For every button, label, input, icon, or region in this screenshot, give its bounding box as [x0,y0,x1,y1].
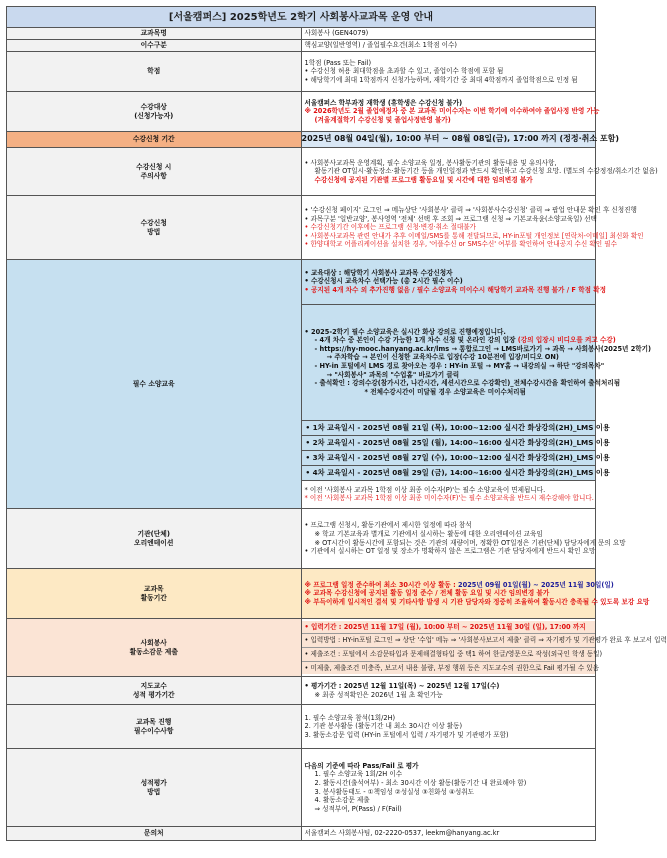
activity-warning: ※ 교과목 수강신청에 공지된 활동 일정 준수 / 전체 활동 요일 및 시간 임의변경 불가 [304,589,550,598]
required-item: 1. 필수 소양교육 참석(1회/2H) [304,713,396,722]
agency-ot-line: ※ 학교 기본교육과 별개로 기관에서 실시하는 활동에 대한 오리엔테이션 교육임 [314,529,543,538]
orientation-retake-note: * 이전 '사회봉사 교과목 1학점 이상 최종 미이수자(F)'는 필수 소양교육을 반드시 재수강해야 합니다. [304,494,594,503]
caution-line: • 사회봉사교과목 운영계획, 필수 소양교육 일정, 봉사활동기관의 활동내용 및 유의사항, [304,158,557,167]
method-line: • '수강신청 페이지' 로그인 ⇒ 메뉴상단 '사회봉사' 클릭 ⇒ '사회봉사수강신청' 클릭 ⇒ 팝업 안내문 확인 후 신청진행 [304,206,637,215]
contact-value: 서울캠퍼스 사회봉사팀, 02-2220-0537, leekm@hanyang.ac.kr [301,827,596,841]
credit-line: • 해당학기에 최대 1학점까지 신청가능하며, 재학기간 중 최대 4학점까지 졸업학점으로 인정 됨 [304,75,578,84]
credit-line: • 수강신청 허용 최대학점을 초과할 수 있고, 졸업이수 학점에 포함 됨 [304,67,504,76]
activity-period: 2025년 09월 01일(월) ~ 2025년 11월 30일(일) [458,580,614,589]
advisor-eval-period: • 평가기간 : 2025년 12월 11일(목) ~ 2025년 12월 17일(수) [304,681,500,690]
orientation-step: - 4개 차수 중 본인이 수강 가능한 1개 차수 신청 및 온라인 강의 입장 [314,336,516,345]
method-line: • 과목구분 '일반교양', 봉사영역 '전체' 선택 후 조회 ⇒ 프로그램 신청 ⇒ 기본교육윤(소양교육일) 선택 [304,214,597,223]
orientation-step: → 주차학습 → 본인이 신청한 교육차수로 입장(수강 10분전에 입장/비디오 ON) [326,353,559,362]
grading-item: 1. 필수 소양교육 1회/2H 이수 [314,770,403,779]
notice-table [6,6,667,841]
report-period: • 입력기간 : 2025년 11월 17일 (월), 10:00 부터 ~ 2025년 11월 30일 (일), 17:00 까지 [302,621,596,635]
grading-result: ⇒ 성적부여, P(Pass) / F(Fail) [314,804,402,813]
agency-ot-line: • 기관에서 실시하는 OT 일정 및 장소가 명확하지 않은 프로그램은 기관 담당자에게 반드시 확인 요망 [304,547,596,556]
agency-ot-line: ※ OT시간이 활동시간에 포함되는 것은 기관의 재량이며, 정확한 OT일정은 기관(단체) 담당자에게 문의 요망 [314,538,626,547]
grading-item: 2. 활동시간(출석여부) - 최소 30시간 이상 활동(활동기간 내 완료해야 함) [314,778,527,787]
eligible-warning: (겨울계절학기 수강신청 및 졸업사정반영 불가) [314,115,451,124]
orientation-step: - https://hy-mooc.hanyang.ac.kr/lms → 통합로그인 → LMS바로가기 → 과목 → 사회봉사(2025년 2학기) [314,344,652,353]
session-1: • 1차 교육일시 - 2025년 08월 21일 (목), 10:00~12:00 실시간 화상강의(2H)_LMS 이용 [302,420,596,435]
period-label: 수강신청 기간 [7,132,302,148]
required-item: 3. 활동소감문 입력 (HY-in 포털에서 입력 / 자기평가 및 기관평가 포함) [304,730,509,739]
method-warning: • 한양대학교 어플리케이션을 설치한 경우, '어플수신 or SMS수신' 여부를 확인하여 안내공지 수신 확인 필수 [304,240,617,249]
agency-ot-line: • 프로그램 신청시, 활동기관에서 제시한 일정에 따라 참석 [304,521,472,530]
eligible-label: 수강대상 (신청가능자) [7,92,302,132]
orientation-video-note: (강의 입장시 비디오를 켜고 수강) [517,336,616,345]
orientation-label: 필수 소양교육 [7,260,302,509]
grading-intro: 다음의 기준에 따라 Pass/Fail 로 평가 [304,761,419,770]
advisor-eval-label: 지도교수 성적 평가기간 [7,677,302,705]
report-fail-note: • 미제출, 제출조건 미충족, 보고서 내용 불량, 부정 행위 등은 지도교수의 권한으로 Fail 평가될 수 있음 [302,662,596,675]
course-name-label: 교과목명 [7,28,302,40]
page-title: [서울캠퍼스] 2025학년도 2학기 사회봉사교과목 운영 안내 [7,7,596,28]
orientation-step: * 전체수강시간이 미달될 경우 소양교육은 미이수처리됨 [364,387,526,396]
orientation-warning: • 공지된 4개 차수 외 추가진행 없음 / 필수 소양교육 미이수시 해당학기 교과목 진행 불가 / F 학점 확정 [304,286,606,295]
category-value: 핵심교양(일반영역) / 졸업필수요건(최소 1학점 이수) [301,40,596,52]
caution-line: 활동기관 OT일시·활동장소·활동기간 등을 개인일정과 반드시 확인하고 수강신청 요망. (별도의 수강정정/취소기간 없음) [314,167,658,176]
activity-warning: ※ 부득이하게 일시적인 결석 및 기타사항 발생 시 기관 담당자와 정중히 조율하여 활동시간 충족될 수 있도록 보강 요망 [304,597,650,606]
caution-warning: 수강신청에 공지된 기관별 프로그램 활동요일 및 시간에 대한 임의변경 불가 [314,175,533,184]
eligible-warning: ※ 2026학년도 2월 졸업예정자 중 본 교과목 미이수자는 이번 학기에 이수하여야 졸업사정 반영 가능 [304,107,600,116]
advisor-eval-note: ※ 최종 성적확인은 2026년 1월 초 확인가능 [314,690,443,699]
agency-ot-label: 기관(단체) 오리엔테이션 [7,509,302,569]
eligible-line: 서울캠퍼스 학부과정 재학생 (휴학생은 수강신청 불가) [304,98,463,107]
orientation-exempt-note: * 이전 '사회봉사 교과목 1학점 이상 최종 이수자(P)'는 필수 소양교육이 면제됩니다. [304,485,546,494]
caution-label: 수강신청 시 주의사항 [7,148,302,196]
activity-line: ※ 프로그램 일정 준수하여 최소 30시간 이상 활동 : [304,580,456,589]
session-3: • 3차 교육일시 - 2025년 08월 27일 (수), 10:00~12:00 실시간 화상강의(2H)_LMS 이용 [302,450,596,465]
contact-label: 문의처 [7,827,302,841]
course-name-value: 사회봉사 (GEN4079) [301,28,596,40]
orientation-target: • 교육대상 : 해당학기 사회봉사 교과목 수강신청자 [304,268,453,277]
orientation-step: - 출석확인 : 강의수강(참가시간, 나간시간, 세션시간으로 수강확인)_전체수강시간을 확인하여 출석처리됨 [314,379,621,388]
report-label: 사회봉사 활동소감문 제출 [7,619,302,677]
orientation-step: - HY-in 포털에서 LMS 경로 찾아오는 경우 : HY-in 포털 → MY홈 → 내강의실 → 하단 "강의목차" [314,362,605,370]
method-warning: • 사회봉사교과목 관련 안내가 추후 이메일/SMS를 통해 전달되므로, HY-in포털 개인정보 [연락처-이메일] 최신화 확인 [304,231,644,240]
orientation-select: • 수강신청시 교육차수 선택가능 (총 2시간 필수 이수) [304,277,463,286]
credit-label: 학점 [7,52,302,92]
grading-item: 3. 봉사활동태도 - ①책임성 ②성실성 ③친화성 ④성취도 [314,787,475,796]
method-warning: • 수강신청기간 이후에는 프로그램 신청·변경·취소 절대불가 [304,223,476,232]
credit-line: 1학점 (Pass 또는 Fail) [304,58,372,67]
report-method: • 입력방법 : HY-in포털 로그인 ⇒ 상단 '수업' 메뉴 ⇒ '사회봉사보고서 제출' 클릭 ⇒ 자기평가 및 기관평가 완료 후 보고서 입력 [302,634,596,648]
notice-document [6,6,667,841]
report-condition: • 제출조건 : 포털에서 소감문타입과 문제해결형타입 중 택1 하여 한글/영문으로 작성(외국인 학생 동일) [302,648,596,662]
method-label: 수강신청 방법 [7,196,302,260]
session-4: • 4차 교육일시 - 2025년 08월 29일 (금), 14:00~16:00 실시간 화상강의(2H)_LMS 이용 [302,465,596,480]
period-value: 2025년 08월 04일(월), 10:00 부터 ~ 08월 08일(금), 17:00 까지 (정정·취소 포함) [301,132,596,148]
grading-item: 4. 활동소감문 제출 [314,796,370,805]
activity-label: 교과목 활동기간 [7,569,302,619]
required-item: 2. 기관 봉사활동 (활동기간 내 최소 30시간 이상 활동) [304,722,463,731]
orientation-info: • 2025-2학기 필수 소양교육은 실시간 화상 강의로 진행예정입니다. [304,327,506,336]
orientation-step: → "사회봉사" 과목의 "수업홈" 바로가기 클릭 [326,370,460,379]
grading-label: 성적평가 방법 [7,749,302,827]
required-label: 교과목 진행 필수이수사항 [7,705,302,749]
session-2: • 2차 교육일시 - 2025년 08월 25일 (월), 14:00~16:00 실시간 화상강의(2H)_LMS 이용 [302,435,596,450]
category-label: 이수구분 [7,40,302,52]
